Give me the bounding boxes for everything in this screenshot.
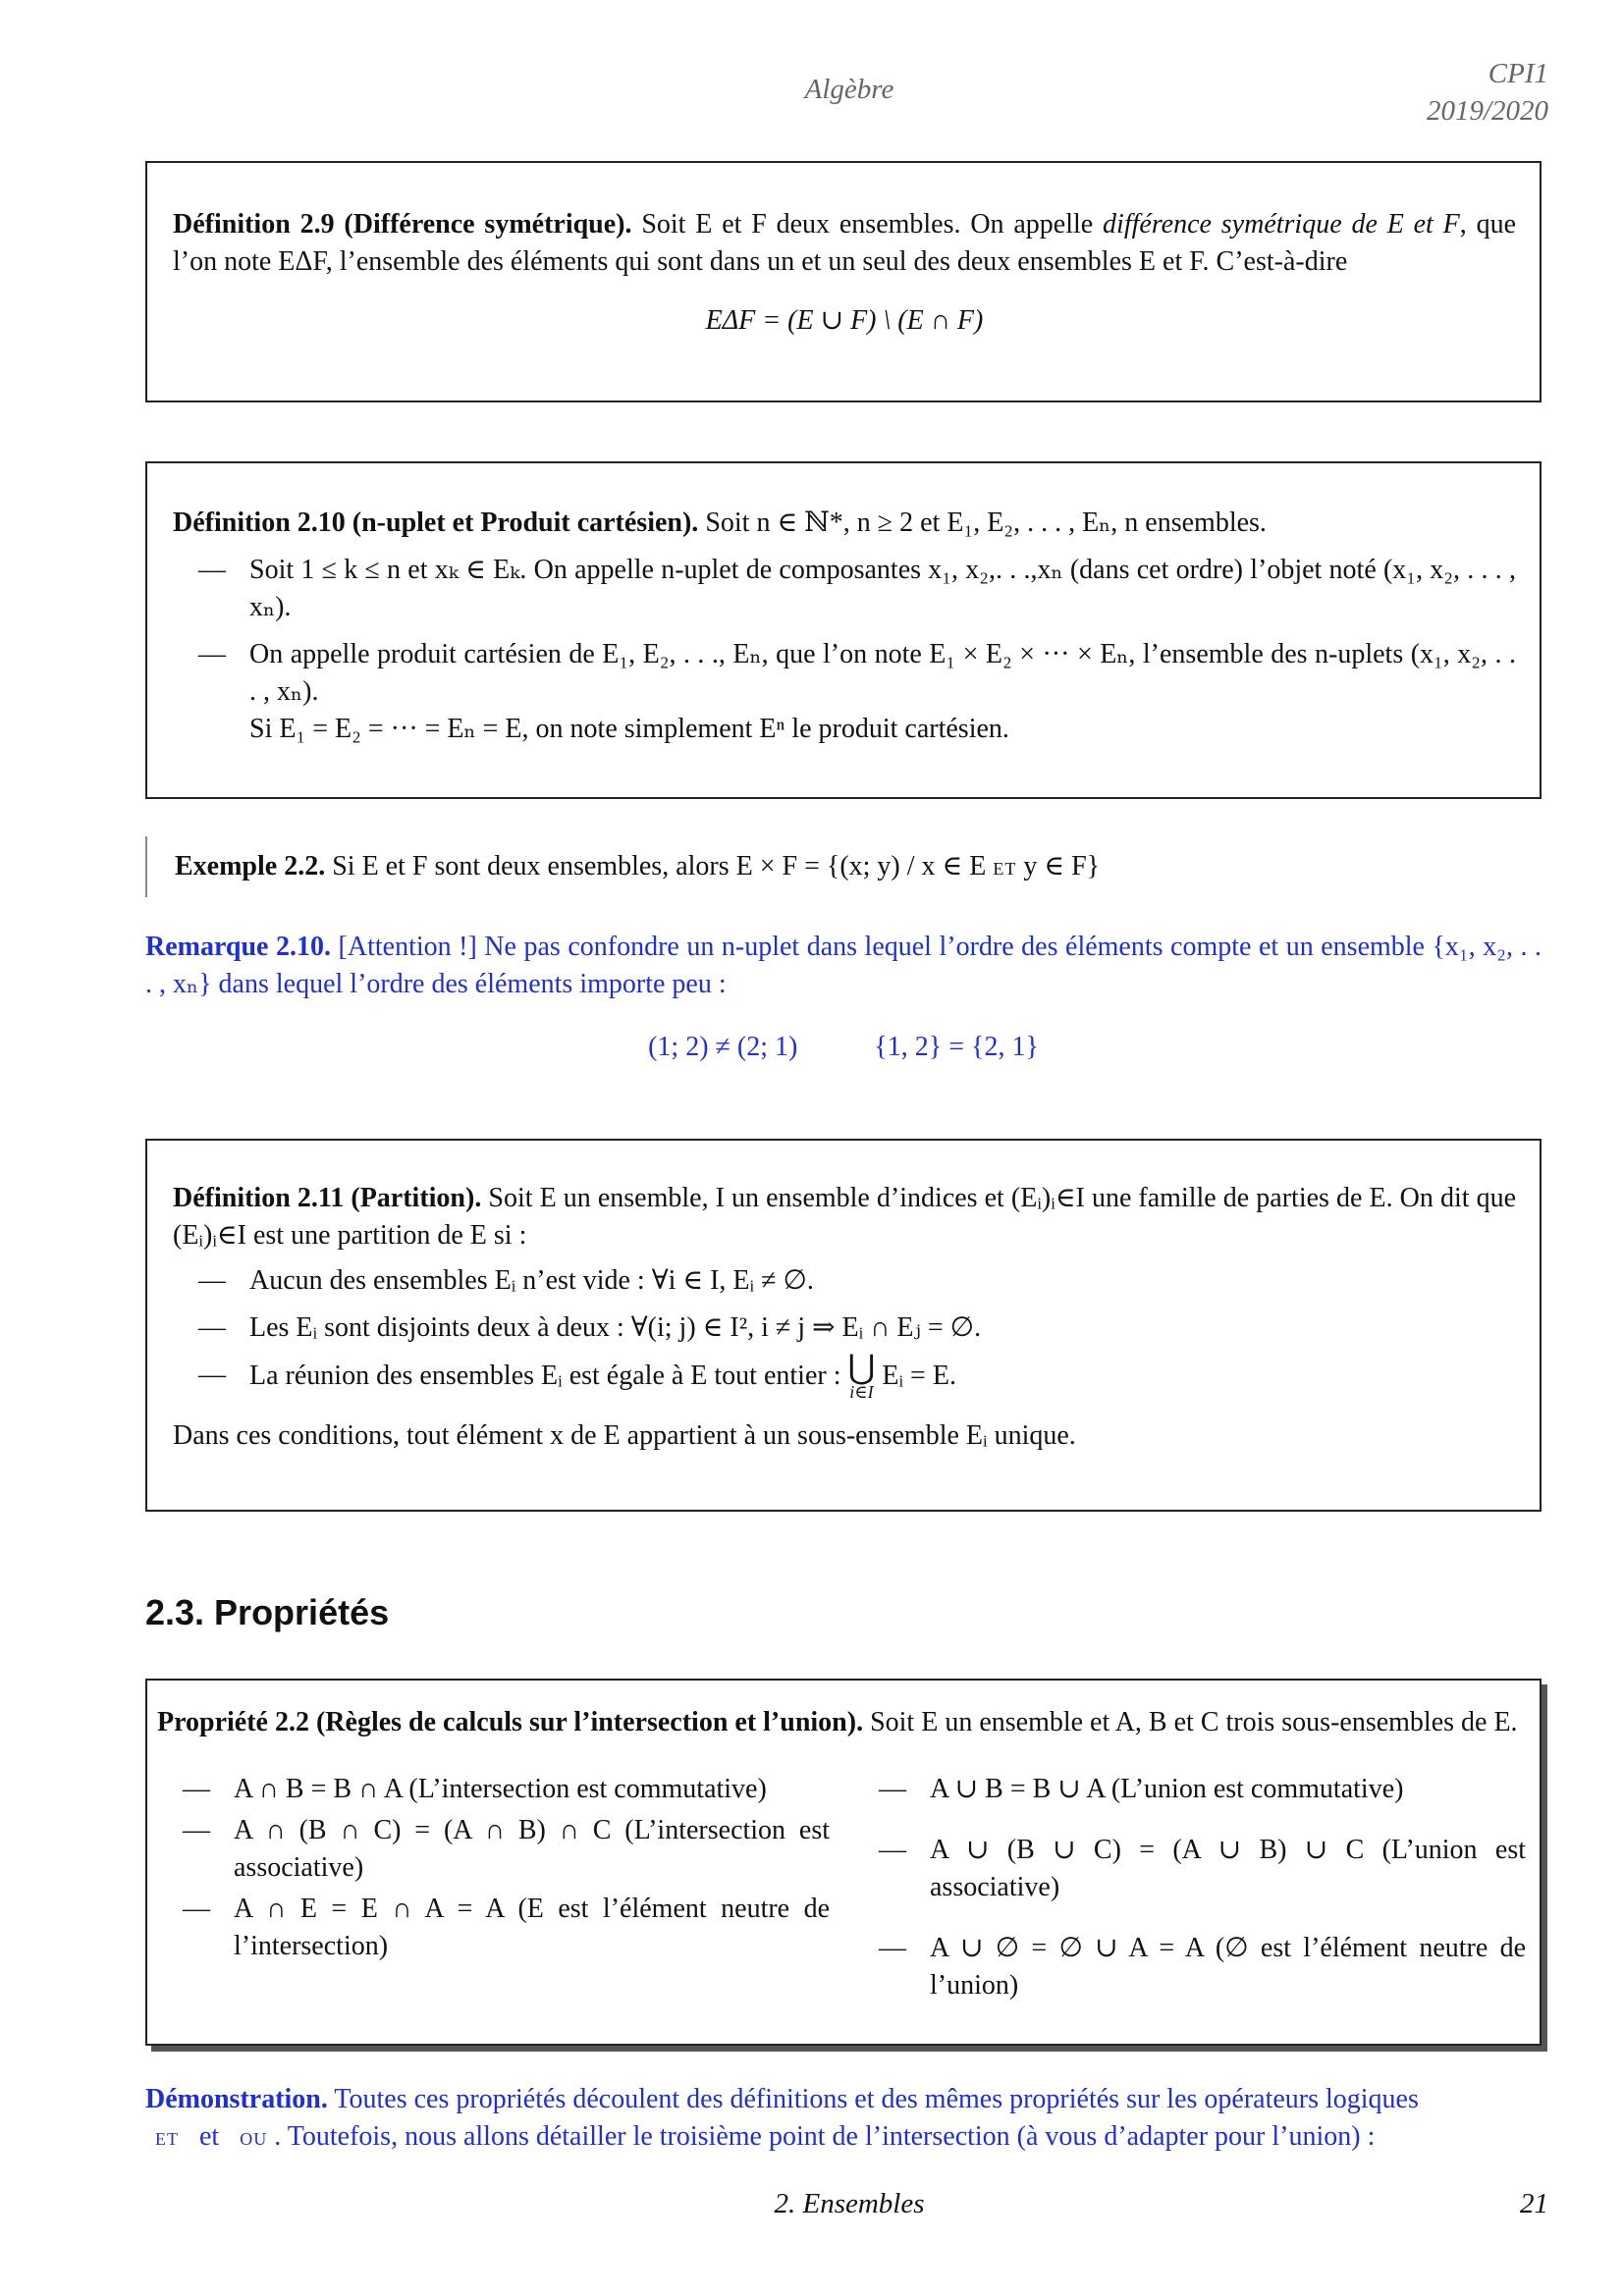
list-item: — Soit 1 ≤ k ≤ n et xₖ ∈ Eₖ. On appelle n-uplet de composantes x₁, x₂,. . .,xₙ (dans cet ordre) l’objet noté (x₁, x₂, . . . , xₙ). [173,552,1516,626]
demonstration: Démonstration. Toutes ces propriétés découlent des définitions et des mêmes propriétés sur les opérateurs logiques et et ou . Toutefois, nous allons détailler le troisième point de l’intersection (à vous d’adapter pour l’union) : [145,2084,1419,2152]
footer-chapter: 2. Ensembles [774,2188,925,2219]
property-2-2-box [145,1679,1542,2046]
definition-2-11-conclusion: Dans ces conditions, tout élément x de E appartient à un sous-ensemble Eᵢ unique. [173,1420,1076,1451]
example-2-2: Exemple 2.2. Si E et F sont deux ensembles, alors E × F = {(x; y) / x ∈ E et y ∈ F} [175,851,1101,881]
example-bar [145,836,147,897]
list-item: — A ∪ ∅ = ∅ ∪ A = A (∅ est l’élément neutre de l’union) [853,1930,1526,2004]
remark-2-10-formula: (1; 2) ≠ (2; 1) {1, 2} = {2, 1} [648,1032,1039,1062]
page-number: 21 [1520,2188,1548,2219]
list-item: — A ∩ B = B ∩ A (L’intersection est commutative) [157,1771,830,1808]
definition-2-10-box [145,461,1542,799]
definition-2-9-term: différence symétrique de E et F [1103,209,1460,240]
property-2-2-columns [157,1771,1526,2004]
definition-2-11-text: Définition 2.11 (Partition). Soit E un ensemble, I un ensemble d’indices et (Eᵢ)ᵢ∈I une famille de parties de E. On dit que (Eᵢ)ᵢ∈I est une partition de E si : [173,1183,1517,1251]
list-item: — Aucun des ensembles Eᵢ n’est vide : ∀i ∈ I, Eᵢ ≠ ∅. [173,1262,1516,1300]
property-2-2-title: Propriété 2.2 (Règles de calculs sur l’intersection et l’union). [157,1707,864,1737]
definition-2-11-box [145,1139,1542,1512]
list-item: — Les Eᵢ sont disjoints deux à deux : ∀(i; j) ∈ I², i ≠ j ⇒ Eᵢ ∩ Eⱼ = ∅. [173,1309,1516,1347]
remark-2-10-title: Remarque 2.10. [145,932,331,962]
union-operator: ⋃ i∈I [847,1350,876,1402]
definition-2-9-title: Définition 2.9 (Différence symétrique). [173,209,632,240]
demonstration-title: Démonstration. [145,2084,328,2114]
definition-2-10-intro: Définition 2.10 (n-uplet et Produit cartésien). Soit n ∈ ℕ*, n ≥ 2 et E₁, E₂, . . . , Eₙ, n ensembles. [173,507,1267,538]
header-course-name: CPI1 [1488,58,1548,89]
header-title: Algèbre [804,74,894,105]
property-right-column [853,1771,1526,2004]
definition-2-9-box [145,161,1542,402]
header-year: 2019/2020 [1426,95,1548,127]
list-item: — A ∩ E = E ∩ A = A (E est l’élément neutre de l’intersection) [157,1891,830,1965]
property-left-column [157,1771,853,2004]
definition-2-11-list [173,1262,1516,1404]
list-item: — A ∩ (B ∩ C) = (A ∩ B) ∩ C (L’intersection est associative) [157,1812,830,1887]
header-course [1427,55,1548,130]
section-title: 2.3. Propriétés [145,1592,390,1632]
definition-2-10-list [173,552,1516,748]
definition-2-9-text: Définition 2.9 (Différence symétrique). Soit E et F deux ensembles. On appelle différence symétrique de E et F, que l’on note EΔF, l’ensemble des éléments qui sont dans un et un seul des deux ensembles E et F. C’est-à-dire [173,209,1517,277]
property-2-2-text: Propriété 2.2 (Règles de calculs sur l’intersection et l’union). Soit E un ensemble et A, B et C trois sous-ensembles de E. [157,1707,1518,1737]
definition-2-11-title: Définition 2.11 (Partition). [173,1183,482,1213]
list-item: — A ∪ (B ∪ C) = (A ∪ B) ∪ C (L’union est associative) [853,1832,1526,1906]
example-2-2-title: Exemple 2.2. [175,851,326,881]
definition-2-9-formula: EΔF = (E ∪ F) \ (E ∩ F) [705,305,984,336]
list-item: — La réunion des ensembles Eᵢ est égale à E tout entier : ⋃ i∈I Eᵢ = E. [173,1357,1516,1404]
definition-2-10-title: Définition 2.10 (n-uplet et Produit cartésien). [173,507,699,538]
remark-2-10: Remarque 2.10. [Attention !] Ne pas confondre un n-uplet dans lequel l’ordre des éléments compte et un ensemble {x₁, x₂, . . . , xₙ} dans lequel l’ordre des éléments importe peu : (1; 2) ≠ (2; 1) {1, 2} = {2, 1} [145,929,1542,1066]
list-item: — A ∪ B = B ∪ A (L’union est commutative) [853,1771,1526,1808]
list-item: — On appelle produit cartésien de E₁, E₂, . . ., Eₙ, que l’on note E₁ × E₂ × ··· × Eₙ, l’ensemble des n-uplets (x₁, x₂, . . . , xₙ). Si E₁ = E₂ = ··· = Eₙ = E, on note simplement Eⁿ le produit cartésien. [173,636,1516,748]
